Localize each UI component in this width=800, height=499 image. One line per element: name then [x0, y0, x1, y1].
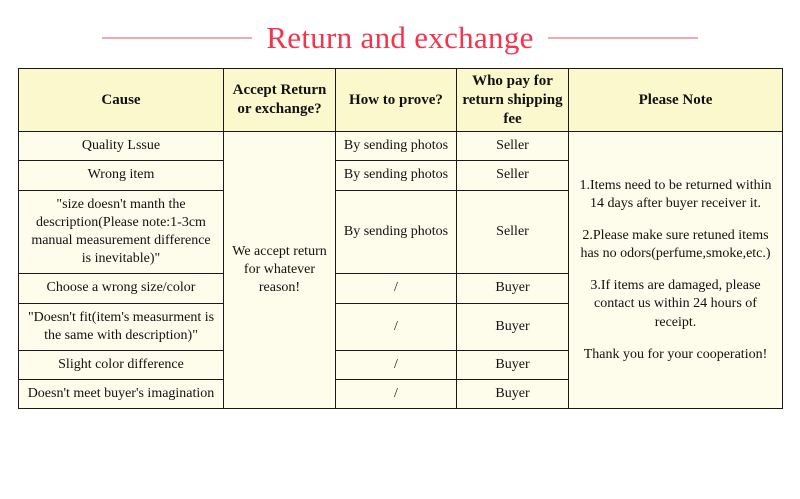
cell-cause: Slight color difference [19, 350, 224, 379]
cell-cause: Doesn't meet buyer's imagination [19, 380, 224, 409]
cell-how-to-prove: / [336, 274, 457, 303]
table-body [19, 132, 783, 409]
page-title: Return and exchange [266, 20, 534, 55]
return-policy-table [18, 68, 783, 409]
page-title-row [0, 14, 800, 62]
column-header-accept-return: Accept Return or exchange? [224, 69, 336, 132]
cell-who-pays: Buyer [457, 350, 569, 379]
column-header-who-pays: Who pay for return shipping fee [457, 69, 569, 132]
cell-who-pays: Buyer [457, 303, 569, 350]
note-paragraph-2: 2.Please make sure retuned items has no odors(perfume,smoke,etc.) [580, 227, 771, 262]
cell-cause: Wrong item [19, 161, 224, 190]
cell-how-to-prove: / [336, 380, 457, 409]
table-header [19, 69, 783, 132]
cell-who-pays: Seller [457, 132, 569, 161]
column-header-please-note: Please Note [569, 69, 783, 132]
cell-who-pays: Buyer [457, 380, 569, 409]
cell-cause: Quality Lssue [19, 132, 224, 161]
column-header-cause: Cause [19, 69, 224, 132]
note-paragraph-3: 3.If items are damaged, please contact us within 24 hours of receipt. [590, 278, 761, 330]
column-header-how-to-prove: How to prove? [336, 69, 457, 132]
table-row [19, 132, 783, 161]
cell-how-to-prove: / [336, 350, 457, 379]
title-rule-right [548, 37, 698, 39]
cell-please-note [569, 132, 783, 409]
cell-how-to-prove: By sending photos [336, 161, 457, 190]
note-paragraph-4: Thank you for your cooperation! [583, 346, 768, 362]
note-paragraph-1: 1.Items need to be returned within 14 days after buyer receiver it. [579, 177, 772, 211]
title-rule-left [102, 37, 252, 39]
cell-who-pays: Seller [457, 190, 569, 274]
cell-who-pays: Buyer [457, 274, 569, 303]
cell-how-to-prove: By sending photos [336, 132, 457, 161]
cell-cause: "Doesn't fit(item's measurment is the same with description)" [19, 303, 224, 350]
table-header-row [19, 69, 783, 132]
cell-who-pays: Seller [457, 161, 569, 190]
cell-how-to-prove: By sending photos [336, 190, 457, 274]
cell-accept-return: We accept return for whatever reason! [224, 132, 336, 409]
cell-cause: Choose a wrong size/color [19, 274, 224, 303]
cell-cause: "size doesn't manth the description(Please note:1-3cm manual measurement difference is inevitable)" [19, 190, 224, 274]
cell-how-to-prove: / [336, 303, 457, 350]
